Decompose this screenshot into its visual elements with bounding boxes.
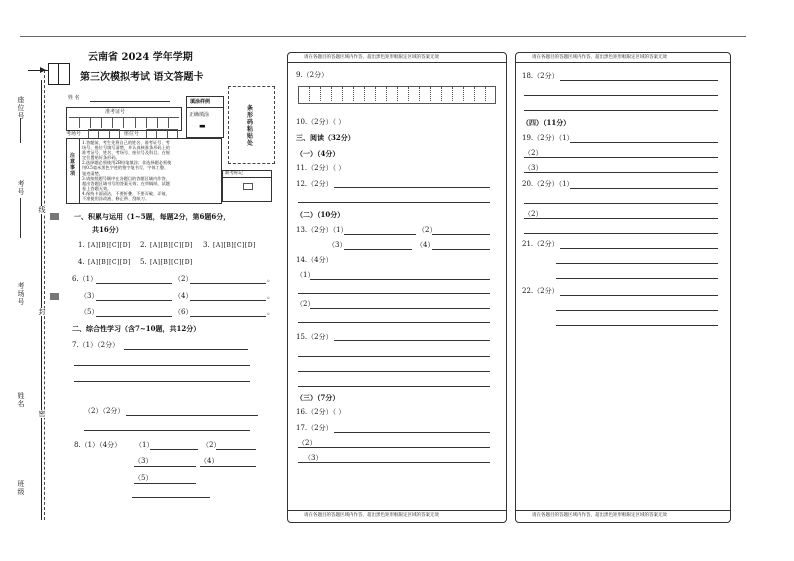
- q13-4-answer[interactable]: [432, 249, 490, 250]
- q12-answer-line[interactable]: [334, 187, 490, 188]
- q13-2-label: （2）: [418, 226, 437, 234]
- barcode-label: 条形码粘贴处: [247, 105, 254, 147]
- name-field[interactable]: [90, 101, 170, 102]
- q20-1-answer[interactable]: [524, 203, 718, 204]
- q8-s2-answer[interactable]: [216, 449, 256, 450]
- q22-label: 22.（2分）: [522, 287, 559, 295]
- arrow-head-icon: [40, 67, 46, 73]
- q19-3-label: （3）: [524, 164, 543, 172]
- q7-2-label: （2）（2分）: [84, 407, 125, 415]
- q4-bubbles[interactable]: [A][B][C][D]: [88, 259, 131, 266]
- note-line: 不准使用涂改液、修正带、刮纸刀。: [82, 196, 150, 202]
- note-line: 卷上答题无效。: [82, 185, 112, 191]
- seat-label: 座位号: [124, 131, 140, 137]
- q18-answer-line[interactable]: [524, 110, 718, 111]
- notes-box: [66, 138, 222, 204]
- q1-bubbles[interactable]: [A][B][C][D]: [88, 242, 131, 249]
- fill-example-title: 填涂样例: [190, 99, 211, 105]
- q8-s4-answer[interactable]: [200, 466, 256, 467]
- part2-title: （二）（10分）: [296, 210, 345, 219]
- binding-dashed-line: [44, 70, 45, 520]
- q18-answer-line[interactable]: [560, 80, 718, 81]
- q19-1-answer[interactable]: [570, 142, 718, 143]
- q17-label: 17.（2分）: [296, 424, 333, 432]
- corner-box: [48, 63, 70, 85]
- q20-2-answer[interactable]: [524, 218, 718, 219]
- q6-5-label: （5）: [80, 308, 99, 316]
- q17-answer-line[interactable]: [334, 432, 490, 433]
- q6-period: 。: [267, 275, 274, 283]
- q19-2-label: （2）: [524, 149, 543, 157]
- q2-bubbles[interactable]: [A][B][C][D]: [150, 242, 193, 249]
- q20-1-answer[interactable]: [570, 188, 718, 189]
- note-line: 2.选择题必须使用2B铅笔填涂；非选择题必须使: [82, 160, 172, 166]
- q6-2-label: （2）: [174, 275, 193, 283]
- note-line: 准考证号、姓名、考场号、座位号及科目，在规: [82, 150, 170, 156]
- q5-bubbles[interactable]: [A][B][C][D]: [150, 259, 193, 266]
- q8-s5-label: （5）: [134, 474, 153, 482]
- q7-2-answer-line[interactable]: [126, 415, 258, 416]
- q6-6-label: （6）: [174, 308, 193, 316]
- q21-answer-line[interactable]: [556, 278, 718, 279]
- note-line: 定位置贴好条形码。: [82, 155, 120, 161]
- note-line: 场号、座位号填写清楚，并认真核准条形码上的: [82, 145, 170, 151]
- middle-notice-bottom: 请在各题目的答题区域内作答，超出黑色矩形框限定区域的答案无效: [304, 513, 439, 518]
- binding-solid-line: [41, 80, 42, 520]
- binding-label-room: 考场号: [17, 282, 25, 306]
- top-rule: [20, 36, 746, 37]
- q8-s1-answer[interactable]: [150, 449, 198, 450]
- q5-label: 5.: [140, 258, 147, 266]
- q13-1-answer[interactable]: [344, 234, 416, 235]
- q6-6-answer[interactable]: [190, 316, 266, 317]
- seal-char-secret: 密: [38, 410, 46, 418]
- part4-title: （四）（11分）: [522, 118, 571, 127]
- seal-char-line: 线: [38, 206, 46, 214]
- q3-label: 3.: [203, 241, 210, 249]
- q22-answer-line[interactable]: [560, 295, 718, 296]
- filled-mark-icon: ▬: [199, 122, 206, 130]
- q9-writing-grid[interactable]: [298, 86, 496, 104]
- q16-label: 16.（2分）（ ）: [296, 408, 346, 416]
- middle-panel-bottom-rule: [287, 510, 506, 511]
- seal-char-seal: 封: [38, 308, 46, 316]
- section2-title: 二、综合性学习（含7~10题，共12分）: [72, 324, 201, 333]
- q2-label: 2.: [140, 241, 147, 249]
- q20-label: 20.（2分）（1）: [522, 180, 574, 188]
- fill-example-correct: 正确填涂: [189, 112, 210, 118]
- q14-answer-line[interactable]: [310, 279, 490, 280]
- q6-4-answer[interactable]: [190, 300, 266, 301]
- q6-1-answer[interactable]: [96, 283, 172, 284]
- absent-box: [222, 170, 272, 202]
- barcode-area: [228, 86, 275, 164]
- q6-period: 。: [267, 292, 274, 300]
- q19-label: 19.（2分）（1）: [522, 134, 574, 142]
- q20-2-answer[interactable]: [524, 233, 718, 234]
- q17-3-label: （3）: [304, 454, 323, 462]
- part3-title: （三）（7分）: [296, 393, 340, 402]
- note-line: 3.请按照题号顺序在各题目的答题区域内作答，: [82, 175, 170, 181]
- title-line-1: 云南省 2024 学年学期: [88, 52, 193, 63]
- name-label: 姓 名: [68, 95, 80, 101]
- middle-panel-top-rule: [287, 62, 506, 63]
- q22-answer-line[interactable]: [556, 325, 718, 326]
- q19-3-answer[interactable]: [524, 172, 718, 173]
- q21-answer-line[interactable]: [560, 248, 718, 249]
- notes-label: 注意事项: [70, 153, 76, 177]
- binding-line-exam-no: [20, 198, 21, 238]
- q13-label: 13.（2分）（1）: [296, 226, 348, 234]
- q6-3-label: （3）: [80, 292, 99, 300]
- q15-answer-line[interactable]: [298, 371, 490, 372]
- q7-1-answer-line[interactable]: [74, 381, 250, 382]
- q8-s3-label: （3）: [134, 457, 153, 465]
- binding-label-seat: 座位号: [17, 96, 25, 120]
- q15-answer-line[interactable]: [298, 356, 490, 357]
- q1-label: 1.: [78, 241, 85, 249]
- binding-label-class: 班级: [17, 480, 25, 496]
- q6-period: 。: [267, 308, 274, 316]
- q6-4-label: （4）: [174, 292, 193, 300]
- note-line: 用0.5毫米黑色字迹的签字笔书写，字体工整、: [82, 165, 169, 171]
- q14-answer-line[interactable]: [298, 322, 490, 323]
- q9-label: 9.（2分）: [296, 71, 329, 79]
- q8-s5-answer[interactable]: [134, 483, 196, 484]
- section1-title: 一、积累与运用（1~5题，每题2分，第6题6分，: [74, 212, 231, 221]
- q21-answer-line[interactable]: [556, 263, 718, 264]
- q19-2-answer[interactable]: [524, 157, 718, 158]
- q13-3-answer[interactable]: [344, 249, 412, 250]
- q18-label: 18.（2分）: [522, 72, 559, 80]
- q12-answer-line[interactable]: [298, 202, 490, 203]
- q6-5-answer[interactable]: [96, 316, 172, 317]
- q6-1-label: 6.（1）: [72, 275, 98, 283]
- q13-2-answer[interactable]: [432, 234, 490, 235]
- room-label: 考场号: [66, 131, 82, 137]
- q14-2-label: （2）: [296, 300, 315, 308]
- q8-s4-label: （4）: [200, 457, 219, 465]
- q7-1-label: 7.（1）（2分）: [72, 341, 120, 349]
- q18-answer-line[interactable]: [524, 95, 718, 96]
- note-line: 超出答题区域书写的答案无效；在草稿纸、试题: [82, 180, 170, 186]
- q8-s2-label: （2）: [202, 441, 221, 449]
- q14-label: 14.（4分）: [296, 256, 333, 264]
- section3-title: 三、阅读（32分）: [296, 133, 355, 142]
- q15-answer-line[interactable]: [334, 340, 490, 341]
- q20-2-label: （2）: [524, 210, 543, 218]
- fill-example-box: [186, 96, 224, 138]
- q8-label: 8.（1）（4分）: [74, 441, 122, 449]
- note-line: 1.答题前，考生先将自己的姓名、准考证号、考: [82, 140, 170, 145]
- exam-no-box: [66, 107, 182, 131]
- exam-no-cells[interactable]: [69, 117, 179, 128]
- q22-answer-line[interactable]: [556, 310, 718, 311]
- q14-1-label: （1）: [296, 271, 315, 279]
- q13-4-label: （4）: [416, 241, 435, 249]
- binding-line-seat: [20, 118, 21, 143]
- q14-answer-line[interactable]: [310, 308, 490, 309]
- binding-label-name: 姓名: [17, 392, 25, 408]
- q15-answer-line[interactable]: [298, 386, 490, 387]
- title-line-2: 第三次模拟考试 语文答题卡: [80, 72, 204, 83]
- q17-answer-line[interactable]: [298, 447, 490, 448]
- section1-title-2: 共16分）: [92, 225, 123, 234]
- note-line: 笔迹清楚。: [82, 170, 103, 176]
- q7-2-answer-line[interactable]: [84, 430, 250, 431]
- q7-1-answer-line[interactable]: [124, 349, 248, 350]
- right-panel-bottom-rule: [515, 510, 730, 511]
- middle-notice-top: 请在各题目的答题区域内作答，超出黑色矩形框限定区域的答案无效: [304, 55, 439, 60]
- q6-2-answer[interactable]: [190, 283, 266, 284]
- note-line: 4.保持卡面清洁，不要折叠、不要弄破、弄皱，: [82, 190, 170, 196]
- q11-label: 11.（2分）（ ）: [296, 164, 346, 172]
- q3-bubbles[interactable]: [A][B][C][D]: [213, 242, 256, 249]
- q10-label: 10.（2分）（ ）: [296, 118, 346, 126]
- q8-s3-answer[interactable]: [134, 466, 196, 467]
- q13-3-label: （3）: [328, 241, 347, 249]
- q12-label: 12.（2分）: [296, 180, 333, 188]
- right-notice-top: 请在各题目的答题区域内作答，超出黑色矩形框限定区域的答案无效: [532, 55, 667, 60]
- q7-1-answer-line[interactable]: [74, 365, 250, 366]
- absent-checkbox[interactable]: [243, 183, 253, 190]
- section-marker: [50, 293, 59, 300]
- exam-no-label: 准考证号: [105, 109, 126, 115]
- q8-s1-label: （1）: [135, 441, 154, 449]
- q14-answer-line[interactable]: [298, 293, 490, 294]
- q4-label: 4.: [78, 258, 85, 266]
- q6-3-answer[interactable]: [96, 300, 172, 301]
- section-marker: [50, 213, 59, 220]
- right-panel-top-rule: [515, 62, 730, 63]
- q17-answer-line[interactable]: [298, 462, 490, 463]
- q17-2-label: （2）: [298, 439, 317, 447]
- right-notice-bottom: 请在各题目的答题区域内作答，超出黑色矩形框限定区域的答案无效: [532, 513, 667, 518]
- absent-label: 缺考标记: [225, 171, 243, 176]
- q15-label: 15.（2分）: [296, 333, 333, 341]
- binding-label-exam-no: 考号: [17, 180, 25, 196]
- q8-extra-line[interactable]: [132, 497, 210, 498]
- part1-title: （一）（4分）: [296, 149, 340, 158]
- q21-label: 21.（2分）: [522, 240, 559, 248]
